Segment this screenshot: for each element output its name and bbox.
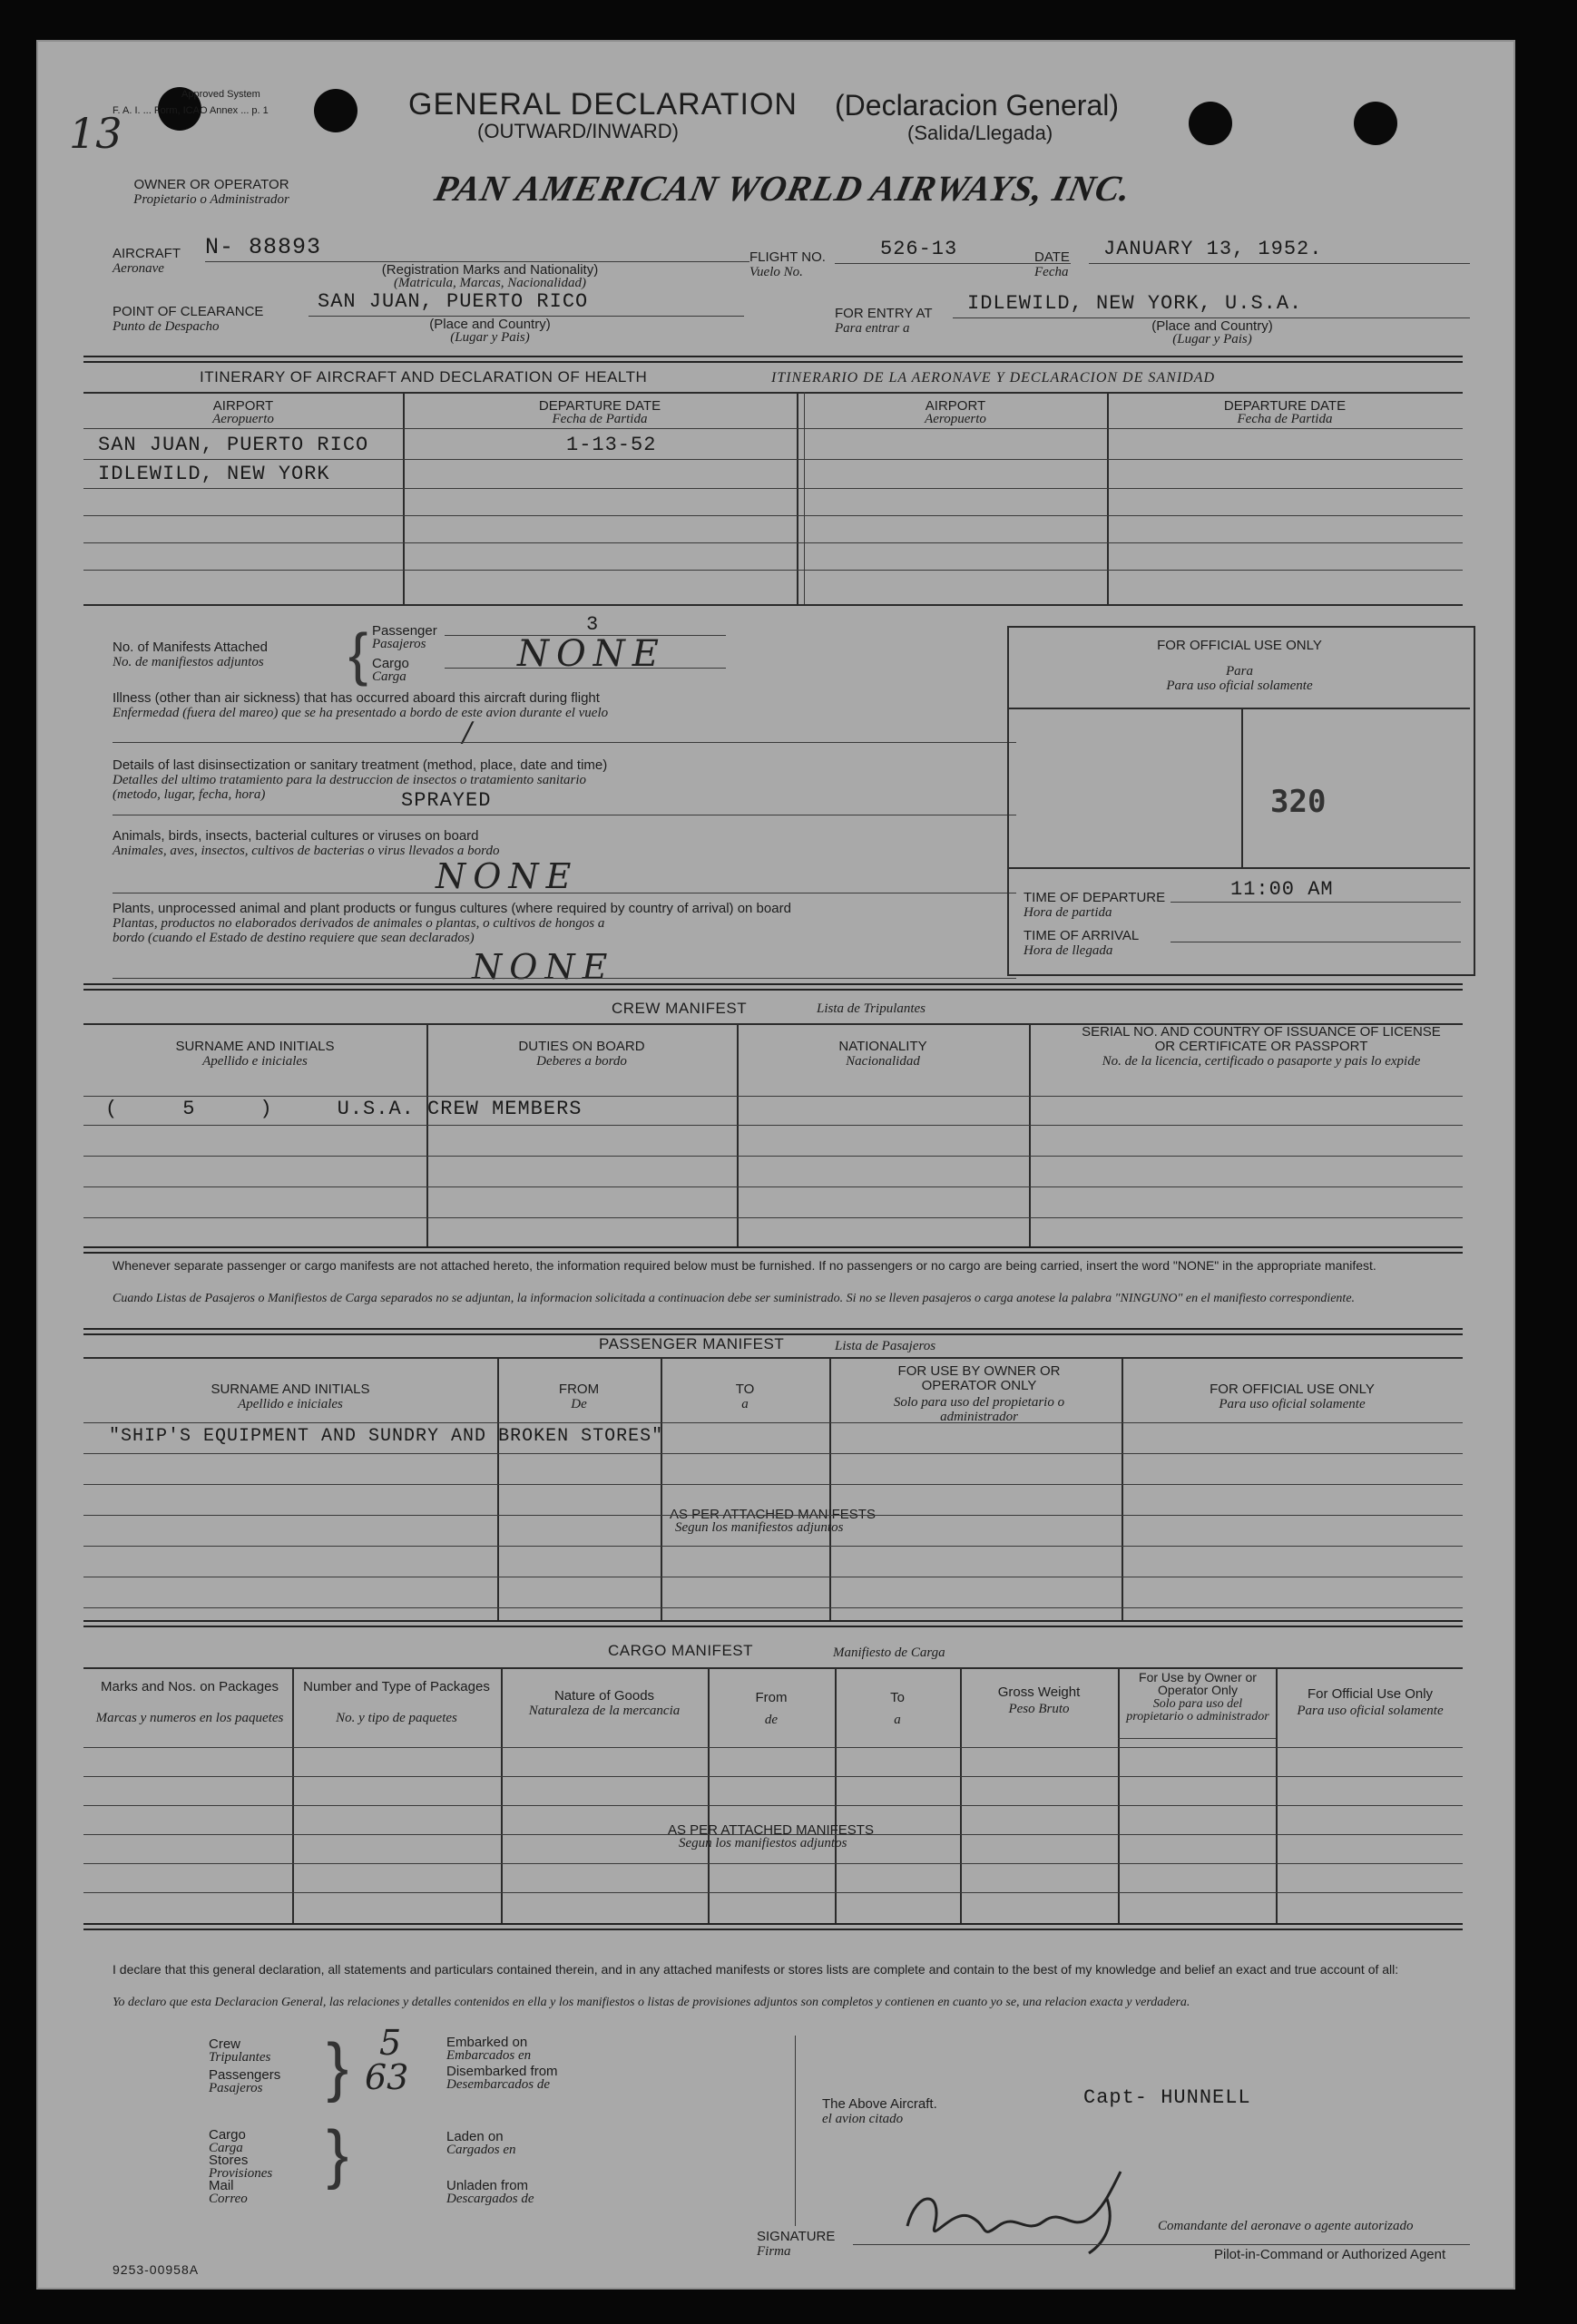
totals-brace-icon: }	[327, 2031, 349, 2104]
itinerary-col-airport-2: AIRPORT	[925, 398, 986, 414]
itinerary-row-2-airport: IDLEWILD, NEW YORK	[98, 463, 330, 485]
punch-hole	[1354, 102, 1397, 145]
punch-hole	[1189, 102, 1232, 145]
registration-caption: (Registration Marks and Nationality)	[381, 262, 599, 278]
passenger-label-es: Pasajeros	[372, 637, 426, 651]
itinerary-col-date-2-es: Fecha de Partida	[1237, 412, 1333, 426]
approval-line: Approved System	[181, 89, 260, 100]
registration-caption-es: (Matricula, Marcas, Nacionalidad)	[394, 276, 586, 290]
cargo-col-packages: Number and Type of Packages	[303, 1679, 490, 1694]
itinerary-col-date-2: DEPARTURE DATE	[1223, 398, 1347, 414]
operator-name: PAN AMERICAN WORLD AIRWAYS, INC.	[431, 168, 1136, 209]
cargo-col-marks: Marks and Nos. on Packages	[101, 1679, 279, 1694]
passenger-col-from-es: De	[571, 1397, 587, 1411]
passenger-col-surname-es: Apellido e iniciales	[238, 1397, 343, 1411]
flight-no-label: FLIGHT NO.	[749, 249, 826, 265]
passenger-col-from: FROM	[558, 1382, 600, 1397]
passenger-label: Passenger	[372, 623, 437, 639]
itinerary-col-airport: AIRPORT	[212, 398, 274, 414]
mail-total-label: Mail	[209, 2178, 234, 2193]
passenger-attached: AS PER ATTACHED MANIFESTS	[670, 1507, 876, 1522]
departure-time-value: 11:00 AM	[1230, 878, 1334, 901]
margin-note: 13	[69, 109, 122, 158]
commander-label-es: Comandante del aeronave o agente autorizado	[1158, 2219, 1414, 2233]
above-aircraft-label-es: el avion citado	[822, 2112, 904, 2126]
clearance-value: SAN JUAN, PUERTO RICO	[318, 290, 589, 313]
disinsect-label-es-2: (metodo, lugar, fecha, hora)	[113, 787, 266, 802]
passenger-col-surname: SURNAME AND INITIALS	[211, 1382, 370, 1397]
crew-col-surname-es: Apellido e iniciales	[202, 1054, 308, 1069]
passenger-col-owner: FOR USE BY OWNER OR OPERATOR ONLY	[897, 1363, 1061, 1393]
notice-es: Cuando Listas de Pasajeros o Manifiestos de Carga separados no se adjuntan, la informacion solicitada a continuacion debe ser suministrado. Si no se lleven pasajeros o carga anotese la palabra "NINGUNO" en el manifiesto correspondiente.	[113, 1292, 1356, 1305]
cargo-col-nature-es: Naturaleza de la mercancia	[528, 1704, 681, 1718]
declaration-es: Yo declaro que esta Declaracion General, las relaciones y detalles contenidos en ella y los manifiestos o listas de provisiones adjuntos son completos y contienen en cuanto yo se, una relacion exacta y verdadera.	[113, 1996, 1190, 2009]
disembarked-label: Disembarked from	[446, 2064, 558, 2079]
entry-place-caption: (Place and Country)	[1151, 318, 1273, 334]
crew-col-nationality-es: Nacionalidad	[846, 1054, 920, 1069]
notice-en: Whenever separate passenger or cargo manifests are not attached hereto, the information required below must be furnished. If no passengers or no cargo are being carried, insert the word "NONE" in the appropriate manifest.	[113, 1258, 1376, 1273]
cargo-total-label-es: Carga	[209, 2141, 243, 2155]
cargo-col-official: For Official Use Only	[1307, 1686, 1434, 1702]
entry-label: FOR ENTRY AT	[835, 306, 933, 321]
passenger-col-official-es: Para uso oficial solamente	[1219, 1397, 1366, 1411]
crew-total-label: Crew	[209, 2036, 241, 2052]
passenger-attached-es: Segun los manifiestos adjuntos	[675, 1520, 844, 1535]
crew-col-surname: SURNAME AND INITIALS	[175, 1039, 335, 1054]
cargo-total-label: Cargo	[209, 2127, 246, 2143]
flight-number: 526-13	[880, 238, 958, 260]
aircraft-label: AIRCRAFT	[113, 246, 181, 261]
passenger-row-1: "SHIP'S EQUIPMENT AND SUNDRY AND BROKEN STORES"	[109, 1426, 664, 1447]
aircraft-number: N- 88893	[205, 234, 322, 260]
declaration-en: I declare that this general declaration, all statements and particulars contained therein, and in any attached manifests or stores lists are complete and contain to the best of my knowledge and belief an exact and true account of all:	[113, 1962, 1399, 1977]
cargo-col-nature: Nature of Goods	[553, 1688, 655, 1704]
itinerary-col-date-es: Fecha de Partida	[552, 412, 648, 426]
passenger-col-to: TO	[735, 1382, 755, 1397]
itinerary-col-airport-2-es: Aeropuerto	[925, 412, 986, 426]
passenger-total-label-es: Pasajeros	[209, 2081, 263, 2095]
captain-name: Capt- HUNNELL	[1083, 2086, 1251, 2109]
embarked-label-es: Embarcados en	[446, 2048, 532, 2063]
plants-label-es: Plantas, productos no elaborados derivados de animales o plantas, o cultivos de hongos a	[113, 916, 605, 931]
illness-label: Illness (other than air sickness) that has occurred aboard this aircraft during flight	[113, 690, 600, 706]
animals-label: Animals, birds, insects, bacterial cultures or viruses on board	[113, 828, 479, 844]
passenger-manifests-value: 3	[586, 613, 600, 636]
entry-value: IDLEWILD, NEW YORK, U.S.A.	[967, 292, 1303, 315]
mail-total-label-es: Correo	[209, 2192, 248, 2206]
manifests-label: No. of Manifests Attached	[113, 640, 268, 655]
illness-value: /	[463, 717, 473, 748]
clearance-label: POINT OF CLEARANCE	[113, 304, 264, 319]
cargo-brace-icon: }	[327, 2118, 349, 2191]
passenger-total-value: 63	[365, 2057, 409, 2097]
cargo-label: Cargo	[372, 656, 409, 671]
official-stamp: 320	[1270, 784, 1327, 820]
cargo-label-es: Carga	[372, 669, 406, 684]
crew-total-label-es: Tripulantes	[209, 2050, 271, 2065]
clearance-label-es: Punto de Despacho	[113, 319, 220, 334]
itinerary-col-airport-es: Aeropuerto	[212, 412, 274, 426]
brace-icon: {	[348, 621, 368, 687]
crew-heading-es: Lista de Tripulantes	[817, 1001, 926, 1016]
crew-heading: CREW MANIFEST	[612, 1000, 748, 1017]
approval-line-2: F. A. I. ... Form, ICAO Annex ... p. 1	[113, 105, 269, 116]
passenger-total-label: Passengers	[209, 2067, 281, 2083]
plants-label: Plants, unprocessed animal and plant products or fungus cultures (where required by country of arrival) on board	[113, 901, 791, 916]
cargo-col-to: To	[890, 1690, 905, 1705]
official-use-title: FOR OFFICIAL USE ONLY	[1157, 638, 1322, 653]
cargo-col-weight: Gross Weight	[997, 1684, 1081, 1700]
passenger-col-to-es: a	[741, 1397, 749, 1411]
disinsect-label-es: Detalles del ultimo tratamiento para la destruccion de insectos o tratamiento sanitario	[113, 773, 587, 787]
flight-date: JANUARY 13, 1952.	[1103, 238, 1323, 260]
signature-label: SIGNATURE	[757, 2229, 836, 2244]
cargo-col-packages-es: No. y tipo de paquetes	[336, 1711, 457, 1725]
cargo-col-owner: For Use by Owner or Operator Only	[1139, 1670, 1257, 1697]
punch-hole	[314, 89, 358, 132]
animals-label-es: Animales, aves, insectos, cultivos de bacterias o virus llevados a bordo	[113, 844, 500, 858]
passenger-col-official: FOR OFFICIAL USE ONLY	[1210, 1382, 1375, 1397]
stores-total-label-es: Provisiones	[209, 2166, 273, 2181]
unladen-label-es: Descargados de	[446, 2192, 534, 2206]
official-use-title-es-prefix: Para	[1226, 664, 1253, 679]
plants-label-es-2: bordo (cuando el Estado de destino requiere que sean declarados)	[113, 931, 475, 945]
handwritten-signature	[889, 2153, 1161, 2262]
form-title-es: (Declaracion General)	[835, 89, 1120, 122]
crew-col-duties: DUTIES ON BOARD	[518, 1039, 645, 1054]
unladen-label: Unladen from	[446, 2178, 529, 2193]
entry-label-es: Para entrar a	[835, 321, 910, 336]
flight-no-label-es: Vuelo No.	[749, 265, 803, 279]
official-use-title-es: Para uso oficial solamente	[1166, 679, 1313, 693]
disinsect-label: Details of last disinsectization or sanitary treatment (method, place, date and time)	[113, 757, 608, 773]
passenger-heading: PASSENGER MANIFEST	[599, 1335, 785, 1352]
stores-total-label: Stores	[209, 2153, 249, 2168]
laden-label: Laden on	[446, 2129, 504, 2144]
cargo-heading: CARGO MANIFEST	[608, 1642, 754, 1659]
signature-label-es: Firma	[757, 2244, 791, 2259]
entry-place-caption-es: (Lugar y Pais)	[1172, 332, 1252, 347]
itinerary-heading: ITINERARY OF AIRCRAFT AND DECLARATION OF HEALTH	[200, 368, 648, 386]
place-caption-es: (Lugar y Pais)	[450, 330, 530, 345]
arrival-time-label: TIME OF ARRIVAL	[1024, 928, 1140, 943]
form-title: GENERAL DECLARATION	[408, 87, 798, 122]
cargo-col-weight-es: Peso Bruto	[1008, 1702, 1070, 1716]
owner-label: OWNER OR OPERATOR	[133, 177, 289, 192]
cargo-manifests-value: NONE	[517, 633, 666, 675]
crew-col-serial-es: No. de la licencia, certificado o pasaporte y pais lo expide	[1102, 1054, 1421, 1069]
form-subtitle: (OUTWARD/INWARD)	[477, 120, 679, 142]
animals-value: NONE	[436, 856, 579, 896]
cargo-col-owner-es: Solo para uso del propietario o administrador	[1126, 1697, 1269, 1723]
cargo-heading-es: Manifiesto de Carga	[833, 1645, 945, 1660]
date-label-es: Fecha	[1034, 265, 1069, 279]
above-aircraft-label: The Above Aircraft.	[822, 2096, 937, 2112]
aircraft-label-es: Aeronave	[113, 261, 164, 276]
crew-total-value: 5	[379, 2023, 402, 2063]
cargo-col-from: From	[755, 1690, 788, 1705]
departure-time-label: TIME OF DEPARTURE	[1024, 890, 1166, 905]
crew-row-1: ( 5 ) U.S.A. CREW MEMBERS	[105, 1098, 583, 1120]
departure-time-label-es: Hora de partida	[1024, 905, 1112, 920]
embarked-label: Embarked on	[446, 2035, 528, 2050]
cargo-col-to-es: a	[894, 1713, 901, 1727]
cargo-col-official-es: Para uso oficial solamente	[1297, 1704, 1444, 1718]
crew-col-duties-es: Deberes a bordo	[536, 1054, 627, 1069]
manifests-label-es: No. de manifiestos adjuntos	[113, 655, 264, 669]
itinerary-heading-es: ITINERARIO DE LA AERONAVE Y DECLARACION DE SANIDAD	[771, 370, 1216, 386]
itinerary-row-1-airport: SAN JUAN, PUERTO RICO	[98, 434, 369, 456]
crew-col-serial: SERIAL NO. AND COUNTRY OF ISSUANCE OF LICENSE OR CERTIFICATE OR PASSPORT	[1082, 1024, 1441, 1054]
illness-label-es: Enfermedad (fuera del mareo) que se ha presentado a bordo de este avion durante el vuelo	[113, 706, 609, 720]
declaration-sheet	[36, 40, 1515, 2290]
date-label: DATE	[1034, 249, 1070, 265]
form-number: 9253-00958A	[113, 2262, 200, 2277]
place-caption: (Place and Country)	[429, 317, 551, 332]
owner-label-es: Propietario o Administrador	[133, 192, 289, 207]
commander-label: Pilot-in-Command or Authorized Agent	[1214, 2247, 1446, 2262]
itinerary-col-date: DEPARTURE DATE	[538, 398, 661, 414]
crew-col-nationality: NATIONALITY	[838, 1039, 927, 1054]
passenger-heading-es: Lista de Pasajeros	[835, 1339, 936, 1353]
itinerary-row-1-date: 1-13-52	[566, 434, 657, 456]
form-subtitle-es: (Salida/Llegada)	[907, 122, 1053, 144]
arrival-time-label-es: Hora de llegada	[1024, 943, 1113, 958]
cargo-col-marks-es: Marcas y numeros en los paquetes	[95, 1711, 284, 1725]
disembarked-label-es: Desembarcados de	[446, 2077, 551, 2092]
passenger-col-owner-es: Solo para uso del propietario o administrador	[893, 1395, 1065, 1424]
laden-label-es: Cargados en	[446, 2143, 516, 2157]
plants-value: NONE	[472, 947, 615, 987]
disinsect-value: SPRAYED	[401, 789, 492, 812]
cargo-attached-es: Segun los manifiestos adjuntos	[679, 1836, 847, 1850]
cargo-col-from-es: de	[764, 1713, 779, 1727]
cargo-attached: AS PER ATTACHED MANIFESTS	[668, 1822, 874, 1838]
